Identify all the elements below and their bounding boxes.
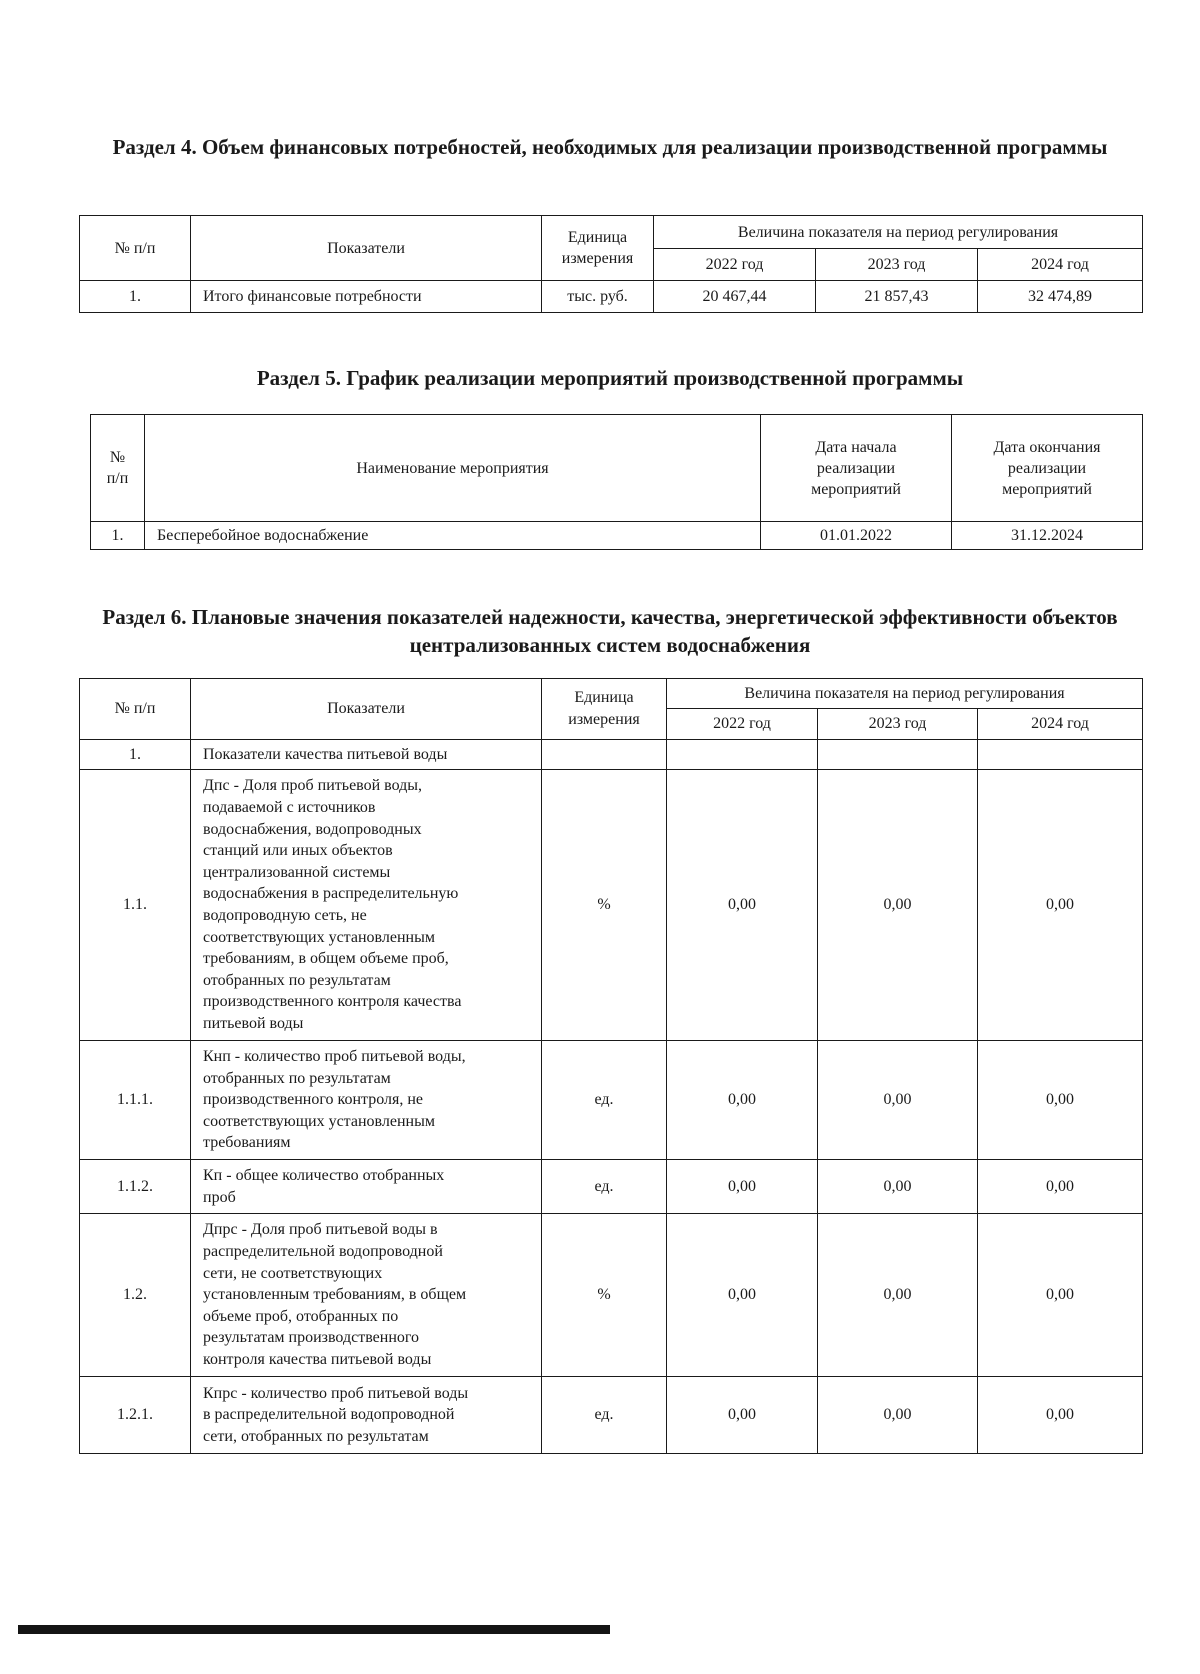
row-num: 1.1.1. bbox=[80, 1041, 191, 1160]
section6-title: Раздел 6. Плановые значения показателей надежности, качества, энергетической эффективности объектов централизованных систем водоснабжения bbox=[102, 605, 1118, 657]
row-unit bbox=[542, 740, 667, 770]
header-year-2024: 2024 год bbox=[978, 249, 1143, 281]
row-value-2022 bbox=[667, 740, 818, 770]
row-value-2022: 20 467,44 bbox=[654, 281, 816, 313]
header-indicator: Показатели bbox=[191, 679, 542, 740]
row-value-2022: 0,00 bbox=[667, 1214, 818, 1377]
header-indicator: Показатели bbox=[191, 216, 542, 281]
table-row bbox=[80, 1041, 1143, 1160]
row-unit: ед. bbox=[542, 1377, 667, 1454]
row-value-2023: 0,00 bbox=[818, 1160, 978, 1214]
header-end-date: Дата окончания реализации мероприятий bbox=[952, 415, 1143, 522]
row-num: 1.2. bbox=[80, 1214, 191, 1377]
header-unit: Единица измерения bbox=[542, 679, 667, 740]
header-period: Величина показателя на период регулирования bbox=[654, 216, 1143, 249]
header-period: Величина показателя на период регулирования bbox=[667, 679, 1143, 709]
row-value-2024: 0,00 bbox=[978, 1377, 1143, 1454]
row-indicator: Итого финансовые потребности bbox=[191, 281, 542, 313]
row-value-2024 bbox=[978, 740, 1143, 770]
row-num: 1. bbox=[91, 522, 145, 550]
table-row bbox=[80, 770, 1143, 1041]
row-value-2023: 0,00 bbox=[818, 1377, 978, 1454]
header-year-2022: 2022 год bbox=[667, 709, 818, 740]
row-end-date: 31.12.2024 bbox=[952, 522, 1143, 550]
row-unit: % bbox=[542, 770, 667, 1041]
table-row bbox=[80, 1377, 1143, 1454]
row-indicator: Дпс - Доля проб питьевой воды, подаваемой с источников водоснабжения, водопроводных станций или иных объектов централизованной системы водоснабжения в распределительную водопроводную сеть, не соответствующих установленным требованиям, в общем объеме проб, отобранных по результатам производственного контроля качества питьевой воды bbox=[191, 770, 542, 1041]
table-row bbox=[91, 522, 1143, 550]
row-value-2023: 0,00 bbox=[818, 1041, 978, 1160]
row-value-2024: 0,00 bbox=[978, 1214, 1143, 1377]
header-num: № п/п bbox=[80, 679, 191, 740]
row-value-2022: 0,00 bbox=[667, 1160, 818, 1214]
row-num: 1.2.1. bbox=[80, 1377, 191, 1454]
row-num: 1.1. bbox=[80, 770, 191, 1041]
table-row bbox=[80, 1214, 1143, 1377]
row-indicator: Кпрс - количество проб питьевой воды в распределительной водопроводной сети, отобранных по результатам bbox=[191, 1377, 542, 1454]
row-indicator: Кнп - количество проб питьевой воды, отобранных по результатам производственного контроля, не соответствующих установленным требованиям bbox=[191, 1041, 542, 1160]
row-indicator: Показатели качества питьевой воды bbox=[191, 740, 542, 770]
table-row bbox=[80, 1160, 1143, 1214]
row-value-2023: 0,00 bbox=[818, 1214, 978, 1377]
section4-title: Раздел 4. Объем финансовых потребностей, необходимых для реализации производственной программы bbox=[112, 135, 1108, 159]
row-value-2024: 0,00 bbox=[978, 770, 1143, 1041]
header-num: № п/п bbox=[80, 216, 191, 281]
header-num: № п/п bbox=[91, 415, 145, 522]
row-unit: ед. bbox=[542, 1041, 667, 1160]
row-num: 1.1.2. bbox=[80, 1160, 191, 1214]
header-year-2022: 2022 год bbox=[654, 249, 816, 281]
row-value-2024: 0,00 bbox=[978, 1041, 1143, 1160]
row-start-date: 01.01.2022 bbox=[761, 522, 952, 550]
row-unit: % bbox=[542, 1214, 667, 1377]
row-value-2022: 0,00 bbox=[667, 770, 818, 1041]
header-year-2024: 2024 год bbox=[978, 709, 1143, 740]
header-year-2023: 2023 год bbox=[816, 249, 978, 281]
row-num: 1. bbox=[80, 281, 191, 313]
row-value-2023: 0,00 bbox=[818, 770, 978, 1041]
table-row bbox=[80, 281, 1143, 313]
row-event-name: Бесперебойное водоснабжение bbox=[145, 522, 761, 550]
financial-needs-table bbox=[79, 215, 1143, 313]
table-row bbox=[80, 740, 1143, 770]
row-value-2024: 32 474,89 bbox=[978, 281, 1143, 313]
row-value-2022: 0,00 bbox=[667, 1041, 818, 1160]
header-unit: Единица измерения bbox=[542, 216, 654, 281]
header-event-name: Наименование мероприятия bbox=[145, 415, 761, 522]
indicators-table bbox=[79, 678, 1143, 1454]
schedule-table bbox=[90, 414, 1143, 550]
header-year-2023: 2023 год bbox=[818, 709, 978, 740]
row-num: 1. bbox=[80, 740, 191, 770]
row-unit: ед. bbox=[542, 1160, 667, 1214]
row-value-2023 bbox=[818, 740, 978, 770]
row-indicator: Дпрс - Доля проб питьевой воды в распределительной водопроводной сети, не соответствующих установленным требованиям, в общем объеме проб, отобранных по результатам производственного контроля качества питьевой воды bbox=[191, 1214, 542, 1377]
row-value-2024: 0,00 bbox=[978, 1160, 1143, 1214]
row-indicator: Кп - общее количество отобранных проб bbox=[191, 1160, 542, 1214]
header-start-date: Дата начала реализации мероприятий bbox=[761, 415, 952, 522]
section5-title: Раздел 5. График реализации мероприятий производственной программы bbox=[256, 366, 964, 390]
row-value-2023: 21 857,43 bbox=[816, 281, 978, 313]
row-value-2022: 0,00 bbox=[667, 1377, 818, 1454]
scan-edge-bar bbox=[18, 1625, 610, 1634]
row-unit: тыс. руб. bbox=[542, 281, 654, 313]
